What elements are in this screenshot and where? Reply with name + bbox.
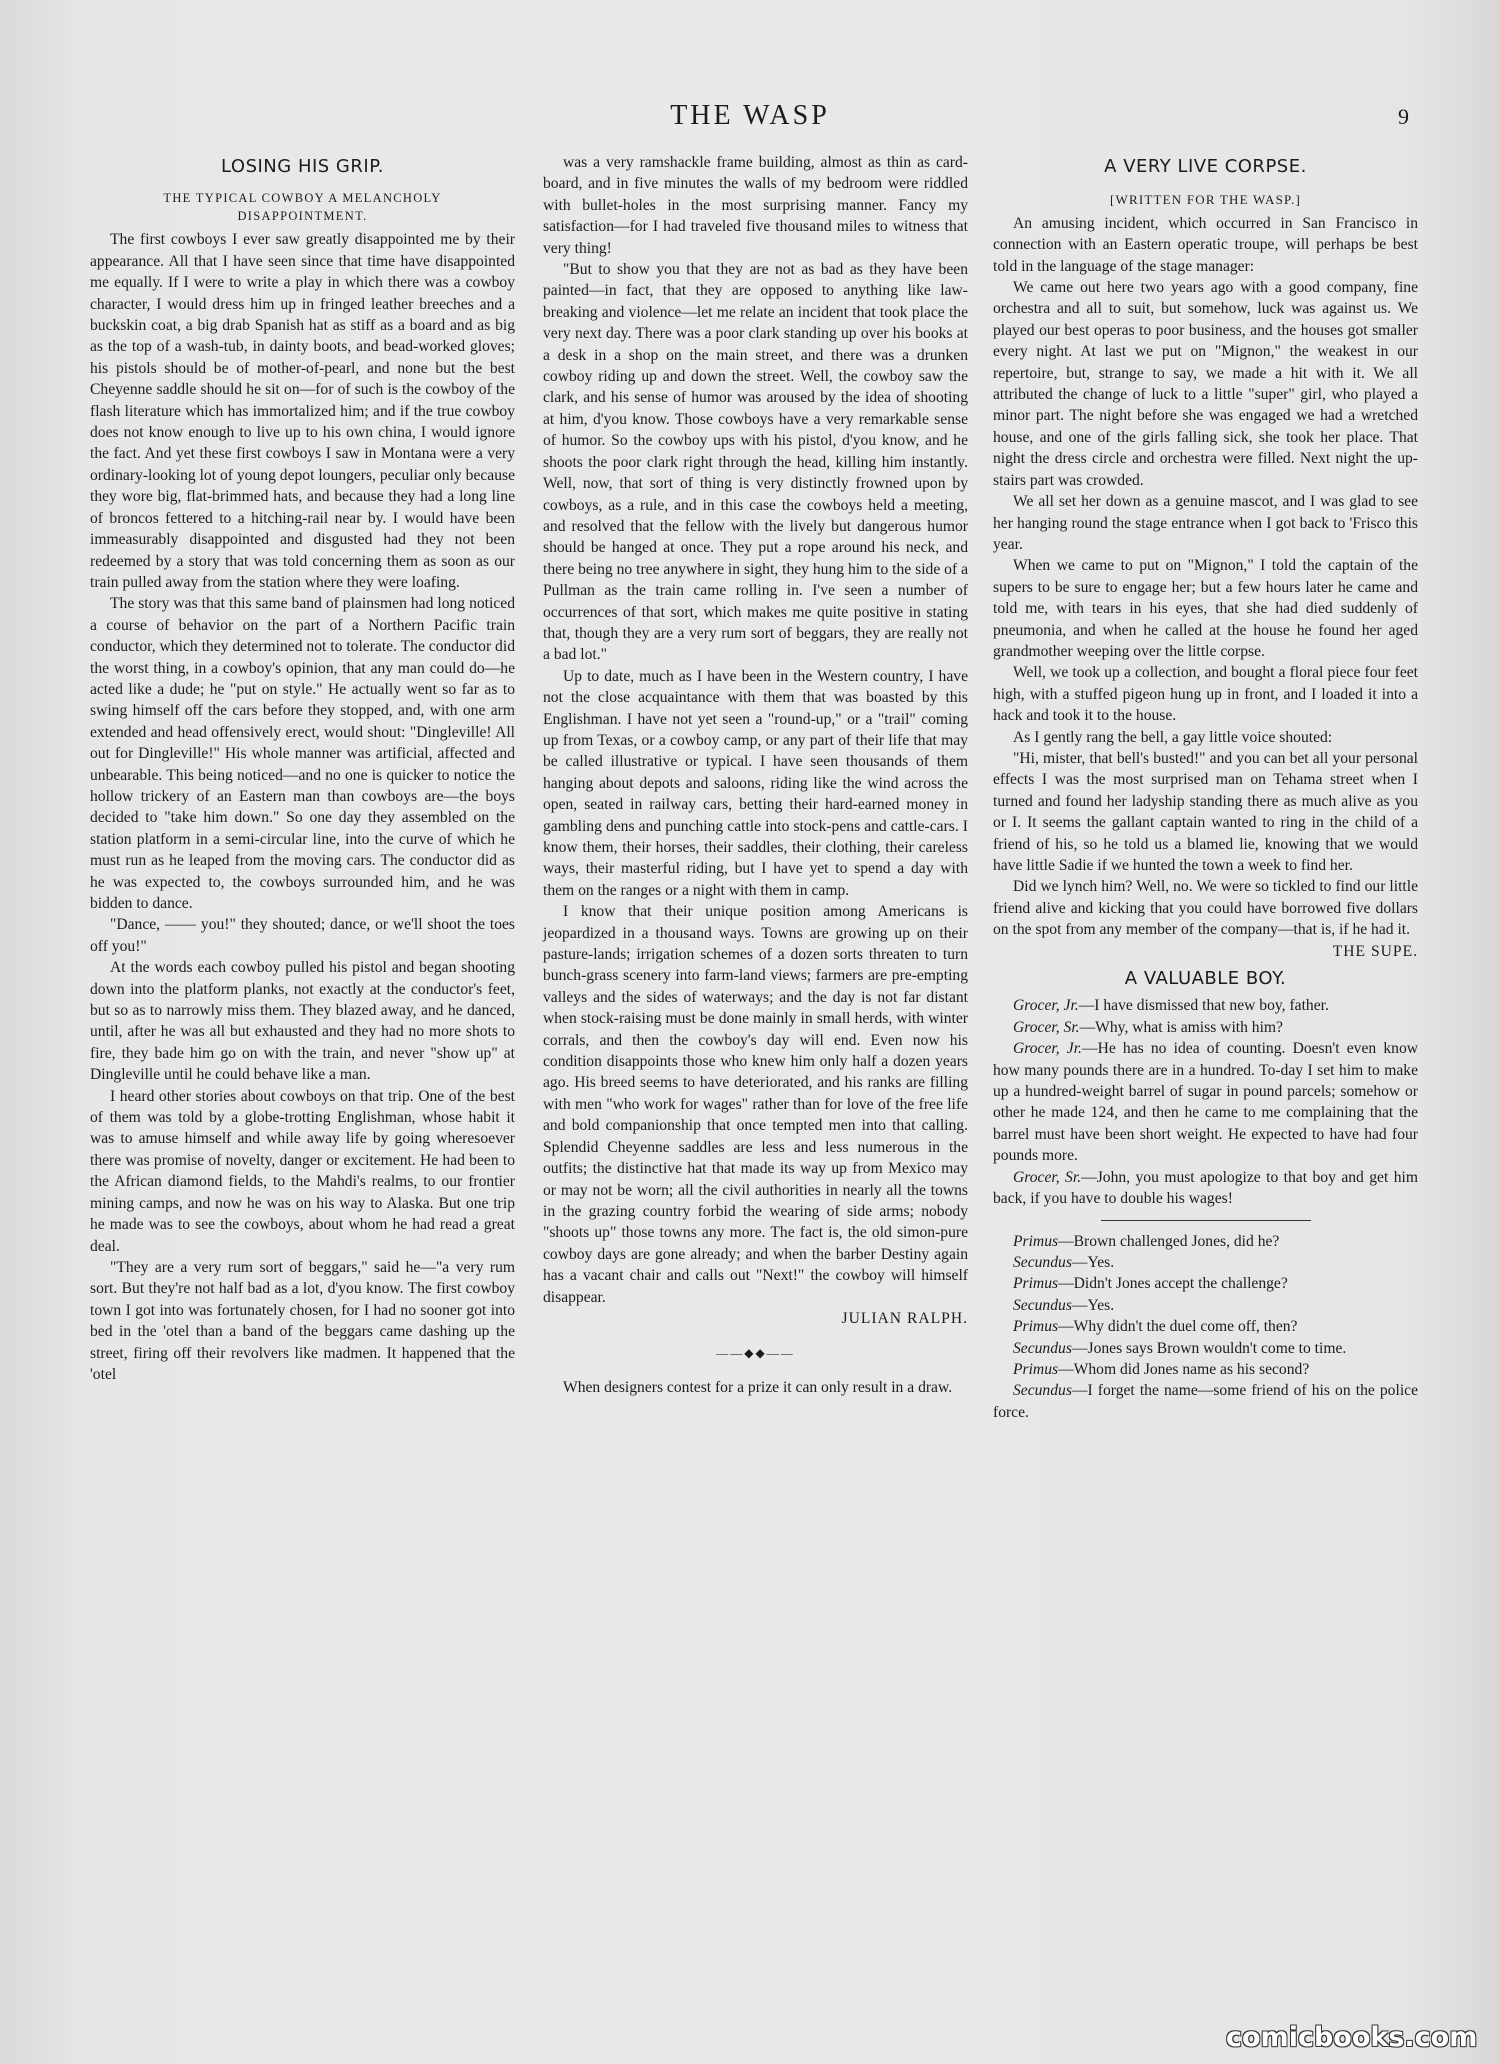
paragraph: "Hi, mister, that bell's busted!" and you can bet all your personal effects I was the most surprised man on Tehama street when I turned and found her ladyship standing there as much alive as you or I. It seems the gallant captain wanted to ring in the child of a friend of his, so he told us a blamed lie, knowing that we would have little Sadie if we hunted the town a week to find her.: [993, 749, 1418, 874]
dialogue-line: Grocer, Sr.—John, you must apologize to that boy and get him back, if you have to double his wages!: [993, 1168, 1419, 1208]
paragraph: Did we lynch him? Well, no. We were so tickled to find our little friend alive and kicking that you could have borrowed five dollars on the spot from any member of the company—that is, if he had it.: [993, 878, 1418, 939]
article-title-valuable-boy: A VALUABLE BOY.: [1124, 968, 1287, 990]
dialogue-line: Primus—Brown challenged Jones, did he?: [1013, 1232, 1280, 1250]
page-number: 9: [1398, 104, 1409, 129]
column-1: [90, 152, 515, 1385]
paragraph: I know that their unique position among Americans is jeopardized in a thousand ways. Towns are growing up on their pasture-lands; irrigation schemes of a dozen sorts threaten to turn bunch-grass scenery into farm-land views; farmers are pre-empting valleys and the sides of waterways; and the day is not far distant when stock-raising must be done mainly in small herds, with winter corrals, and then the cowboy's day will end. Even now his condition disappoints those who knew him only half a dozen years ago. His breed seems to have deteriorated, and his ranks are filling with men "who work for wages" rather than for love of the free life and bold companionship that once tempted men into that calling. Splendid Cheyenne saddles are less and less numerous in the outfits; the distinctive hat that made its way up from Mexico may or may not be worn; all the civil authorities in nearly all the towns in the grazing country forbid the wearing of side arms; nobody "shoots up" those towns any more. The fact is, the old simon-pure cowboy days are gone already; and when the barber Destiny again has a vacant chair and calls out "Next!" the cowboy will himself disappear.: [543, 903, 968, 1306]
paragraph: "They are a very rum sort of beggars," said he—"a very rum sort. But they're not half bad as a lot, d'you know. The first cowboy town I got into was fortunately chosen, for I had no sooner got into bed in the 'otel than a band of the beggars came dashing up the street, firing off their revolvers like madmen. It happened that the 'otel: [90, 1258, 515, 1383]
paragraph: "Dance, —— you!" they shouted; dance, or we'll shoot the toes off you!": [90, 916, 515, 955]
section-rule: [1101, 1220, 1311, 1221]
dialogue-line: Secundus—Jones says Brown wouldn't come to time.: [1013, 1339, 1347, 1357]
article-subtitle: THE TYPICAL COWBOY A MELANCHOLY DISAPPOINTMENT.: [163, 191, 442, 224]
ornament-divider: ——◆◆——: [716, 1346, 795, 1361]
dialogue-line: Secundus—I forget the name—some friend of his on the police force.: [993, 1382, 1418, 1421]
author-signature: JULIAN RALPH.: [841, 1309, 968, 1327]
paragraph: At the words each cowboy pulled his pistol and began shooting down into the platform planks, not exactly at the conductor's feet, but so as to narrowly miss them. They blazed away, and he danced, until, after he was all but exhausted and they had no more shots to fire, they bade him go on with the train, and never "show up" at Dingleville until he could behave like a man.: [90, 959, 515, 1084]
paragraph: An amusing incident, which occurred in San Francisco in connection with an Eastern operatic troupe, will perhaps be best told in the language of the stage manager:: [993, 214, 1418, 275]
article-title-very-live-corpse: A VERY LIVE CORPSE.: [1104, 156, 1307, 177]
article-title-losing-his-grip: LOSING HIS GRIP.: [221, 156, 384, 177]
dialogue-line: Primus—Didn't Jones accept the challenge?: [1013, 1275, 1288, 1293]
paragraph: I heard other stories about cowboys on that trip. One of the best of them was told by a globe-trotting Englishman, whose habit it was to amuse himself and while away life by going wheresoever there was promise of novelty, danger or excitement. He had been to the African diamond fields, to the Mahdi's realms, to our frontier mining camps, and now he was on his way to Alaska. But one trip he made was to see the cowboys, about whom he had read a great deal.: [90, 1087, 515, 1255]
column-3: [993, 152, 1418, 1423]
dialogue-line: Primus—Whom did Jones name as his second?: [1013, 1360, 1310, 1378]
paragraph: Up to date, much as I have been in the Western country, I have not the close acquaintance with them that was boasted by this Englishman. I have not yet seen a "round-up," or a "trail" coming up from Texas, or a cowboy camp, or any part of their life that may be called illustrative or typical. I have seen thousands of them hanging about depots and saloons, riding like the wind across the open, seated in railway cars, betting their hard-earned money in gambling dens and punching cattle into stock-pens and cattle-cars. I know them, their horses, their saddles, their clothing, their careless ways, their masterful riding, but I have yet to spend a day with them on the ranges or a night with them in camp.: [543, 667, 968, 899]
paragraph: We came out here two years ago with a good company, fine orchestra and all to suit, but somehow, luck was against us. We played our best operas to poor business, and the houses got smaller every night. At last we put on "Mignon," the weakest in our repertoire, but, strange to say, we made a hit with it. We all attributed the change of luck to a little "super" girl, who played a minor part. The night before she was engaged we had a wretched house, and one of the girls falling sick, she took her place. That night the dress circle and orchestra were filled. Next night the up-stairs part was crowded.: [993, 279, 1418, 489]
watermark-logo: comicbooks.com: [1226, 2022, 1478, 2053]
author-signature: THE SUPE.: [1332, 942, 1418, 960]
paragraph: The story was that this same band of plainsmen had long noticed a course of behavior on the part of a Northern Pacific train conductor, which they determined not to tolerate. The conductor did the worst thing, in a cowboy's opinion, that any man could do—he acted like a dude; he "put on style." He actually went so far as to swing himself off the cars before they stopped, and, with one arm extended and head offensively erect, would shout: "Dingleville! All out for Dingleville!" His whole manner was artificial, affected and unbearable. This being noticed—and no one is quicker to notice the hollow trickery of an Eastern man than cowboys are—the boys decided to "take him down." So one day they assembled on the station platform in a semi-circular line, into the curve of which he must run as he leaped from the moving cars. The conductor did as he was expected to, the cowboys surrounded him, and he was bidden to dance.: [90, 595, 515, 912]
dialogue-line: Grocer, Jr.—I have dismissed that new boy, father.: [1013, 997, 1329, 1015]
paragraph: We all set her down as a genuine mascot, and I was glad to see her hanging round the stage entrance when I got back to 'Frisco this year.: [993, 493, 1418, 553]
masthead: THE WASP: [670, 100, 830, 131]
dialogue-line: Secundus—Yes.: [1013, 1253, 1115, 1271]
column-2: [543, 152, 968, 1398]
paragraph: "But to show you that they are not as bad as they have been painted—in fact, that they are opposed to anything like law-breaking and violence—let me relate an incident that took place the very next day. There was a poor clark standing up over his books at a desk in a shop on the main street, and there was a drunken cowboy riding up and down the street. Well, the cowboy saw the clark, and his sense of humor was aroused by the idea of shooting at him, d'you know. Those cowboys have a very remarkable sense of humor. So the cowboy ups with his pistol, d'you know, and he shoots the poor clark right through the head, killing him instantly. Well, now, that sort of thing is very distinctly frowned upon by cowboys, as a rule, and in this case the cowboys held a meeting, and resolved that the fellow with the lively but dangerous humor should be hanged at once. They put a rope around his neck, and there being no tree anywhere in sight, they hung him to the side of a Pullman as the train came rolling in. I've seen a number of occurrences of that sort, which makes me quite positive in stating that, though they are a very rum sort of beggars, they are really not a bad lot.": [543, 261, 968, 664]
epigram: When designers contest for a prize it can only result in a draw.: [563, 1378, 953, 1396]
paragraph: The first cowboys I ever saw greatly disappointed me by their appearance. All that I have seen since that time have disappointed me equally. If I were to write a play in which there was a cowboy character, I would dress him up in fringed leather breeches and a buckskin coat, a big drab Spanish hat as stiff as a board and as big as the top of a wash-tub, in dainty boots, and bead-worked gloves; his pistols should be of mother-of-pearl, and none but the best Cheyenne saddle should he sit on—for of such is the cowboy of the flash literature which has immortalized him; and if the true cowboy does not know enough to live up to his own china, I would ignore the fact. And yet these first cowboys I saw in Montana were a very ordinary-looking lot of young depot loungers, peculiar only because they wore big, flat-brimmed hats, and because they had a long line of broncos fettered to a hitching-rail near by. I would have been immeasurably disappointed and disgusted had they not been redeemed by a story that was told concerning them as soon as our train pulled away from the station where they were loafing.: [90, 231, 515, 591]
written-for-note: [WRITTEN FOR THE WASP.]: [1109, 192, 1302, 208]
dialogue-line: Grocer, Sr.—Why, what is amiss with him?: [1013, 1018, 1283, 1036]
paragraph: Well, we took up a collection, and bought a floral piece four feet high, with a stuffed pigeon hung up in front, and I loaded it into a hack and took it to the house.: [993, 664, 1418, 725]
dialogue-line: Primus—Why didn't the duel come off, then?: [1013, 1318, 1298, 1336]
closing-line: [993, 876, 1418, 940]
dialogue-line: Secundus—Yes.: [1013, 1296, 1115, 1314]
paragraph: As I gently rang the bell, a gay little voice shouted:: [1013, 728, 1333, 746]
paragraph-continued: was a very ramshackle frame building, almost as thin as card-board, and in five minutes the walls of my bedroom were riddled with bullet-holes in the most surprising manner. Fancy my satisfaction—for I had traveled five thousand miles to witness that very thing!: [543, 154, 968, 257]
dialogue-line: Grocer, Jr.—He has no idea of counting. Doesn't even know how many pounds there are in a hundred. To-day I set him to make up a hundred-weight barrel of sugar in pound parcels; somehow or other he made 124, and then he came to me complaining that the barrel must have been short weight. He expected to have had four pounds more.: [993, 1040, 1418, 1165]
paragraph: When we came to put on "Mignon," I told the captain of the supers to be sure to engage her; but a few hours later he came and told me, with tears in his eyes, that she had died suddenly of pneumonia, and when he called at the house he found her aged grandmother weeping over the little corpse.: [993, 557, 1418, 660]
